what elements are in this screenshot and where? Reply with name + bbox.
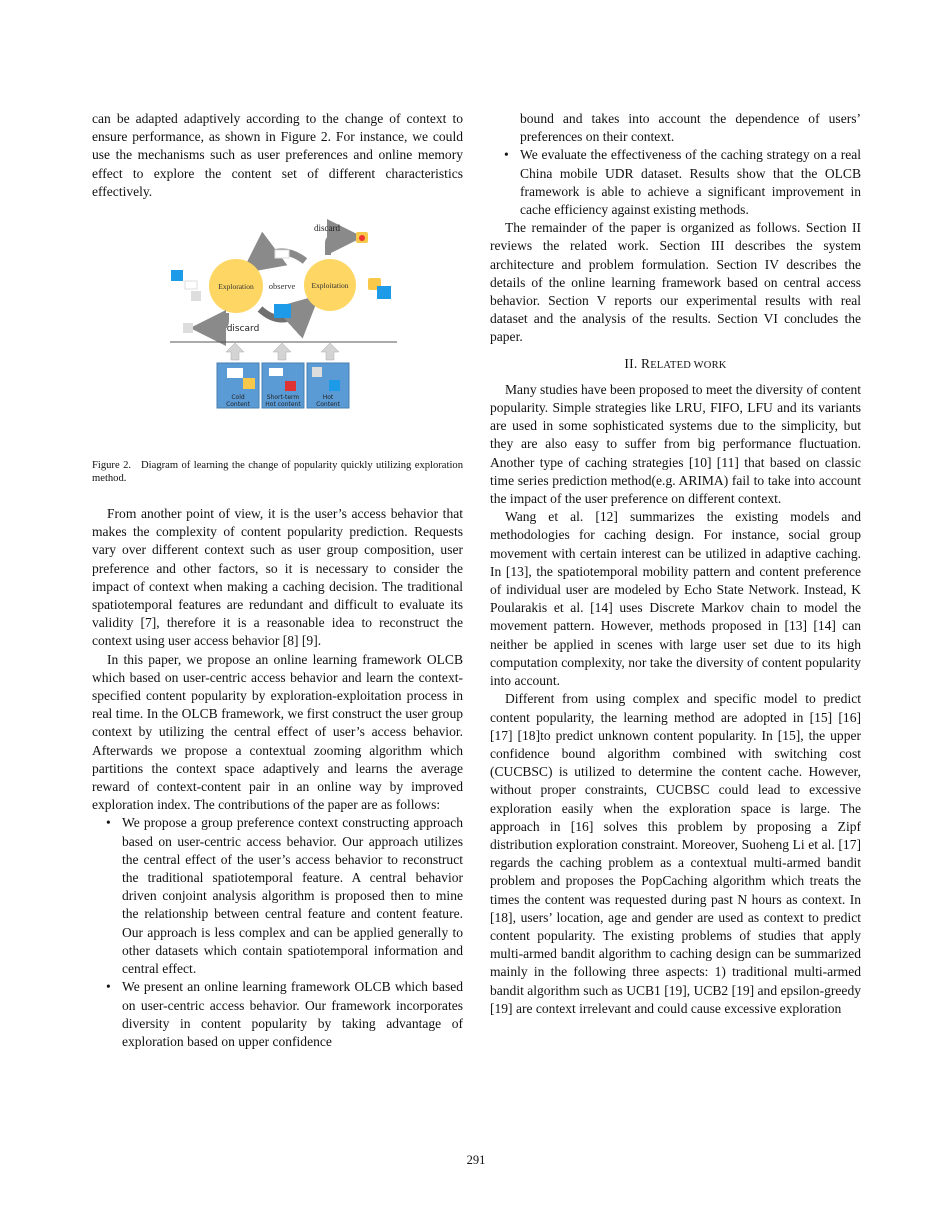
bullet-item-continued xyxy=(490,110,861,146)
cloud-app-icon xyxy=(274,304,291,318)
bullet-icon: • xyxy=(504,147,509,163)
paragraph: Wang et al. [12] summarizes the existing models and methodologies for caching design. For instance, social group movement with certain interest can be utilized in adaptive caching. In [13], the spatiotemporal mobility pattern and content preference of individual user are modeled by Echo State Network. Instead, K Poularakis et al. [14] uses Discrete Markov chain to model the movement pattern. However, methods proposed in [13] [14] can neither be applied in scenes with large user set due to its high computation complexity, nor take the diversity of content popularity into account. xyxy=(490,509,861,689)
caption-label: Figure 2. xyxy=(92,460,132,472)
up-arrow xyxy=(321,343,339,360)
discard-top-label: discard xyxy=(314,223,340,234)
exploration-label: Exploration xyxy=(218,282,254,292)
box-label: Content xyxy=(226,401,250,409)
box-label: Short-term xyxy=(266,394,300,402)
up-arrow xyxy=(273,343,291,360)
paragraph: The remainder of the paper is organized as follows. Section II reviews the related work. Section III describes the system architecture and problem formulation. Section IV describes the details of the online learning framework based on central access behavior. Section V reports our experimental results with real dataset and the analysis of the results. Section VI concludes the paper. xyxy=(490,220,861,345)
right-column xyxy=(490,110,861,1018)
box-label: Cold xyxy=(231,394,245,402)
cloud-app-icon xyxy=(171,270,183,281)
figure-2 xyxy=(92,215,463,451)
paragraph: In this paper, we propose an online learning framework OLCB which based on user-centric access behavior and learn the context-specified content popularity by exploration-exploitation process in real time. In the OLCB framework, we first construct the user group context by utilizing the central effect of user’s access behavior. Afterwards we propose a contextual zooming algorithm which partitions the context space adaptively and learns the average reward of context-content pair in an online way by improved exploration index. The contributions of the paper are as follows: xyxy=(92,651,463,813)
figure-diagram xyxy=(92,215,463,451)
bullet-item xyxy=(92,978,463,1051)
section-title-initial: R xyxy=(640,355,651,371)
section-number: II. xyxy=(624,355,638,371)
bullet-icon: • xyxy=(106,979,111,995)
cloud-app-icon xyxy=(377,286,391,299)
figure-caption xyxy=(92,459,463,485)
left-column xyxy=(92,110,463,1051)
bullet-icon: • xyxy=(106,815,111,831)
paragraph: can be adapted adaptively according to the change of context to ensure performance, as shown in Figure 2. For instance, we could use the mechanisms such as user preferences and online memory effect to explore the content set of different characteristics effectively. xyxy=(92,111,463,199)
discard-bottom-label: discard xyxy=(226,324,260,335)
section-title-rest: ELATED WORK xyxy=(650,359,727,371)
page-number: 291 xyxy=(466,1153,486,1167)
app-icon xyxy=(191,291,201,301)
up-arrow xyxy=(226,343,244,360)
bullet-item xyxy=(92,814,463,978)
caption-text: Diagram of learning the change of popularity quickly utilizing exploration method. xyxy=(92,460,463,485)
bullet-text: We present an online learning framework OLCB which based on user-centric access behavior. Our framework incorporates diversity in content popularity by taking advantage of exploration based on upper confidence xyxy=(122,979,463,1049)
bullet-item xyxy=(490,146,861,219)
paragraph: From another point of view, it is the user’s access behavior that makes the complexity of content popularity prediction. Requests vary over different context such as user group composition, user preference and other factors, so it is necessary to consider the impact of context when making a caching decision. The traditional spatiotemporal features are redundant and difficult to evaluate its validity [7], therefore it is a reasonable idea to reconstruct the context using user access behavior [8] [9]. xyxy=(92,506,463,649)
paragraph: Different from using complex and specific model to predict content popularity, the learning method are adopted in [15] [16] [17] [18]to predict unknown content popularity. In [15], the upper confidence bound algorithm combined with switching cost (CUCBSC) is utilized to determine the content cache. However, without proper constraints, CUCBSC could lead to excessive exploration easily when the exploration space is large. The approach in [16] solves this problem by proposing a Zipf distribution exploration constraint. Moreover, Suoheng Li et al. [17] regards the caching problem as a contextual multi-armed bandit problem and proposes the PopCaching algorithm which treats the times the content was requested during past N hours as context. In [18], users’ location, age and gender are used as context to predict content popularity. The existing problems of studies that apply multi-armed bandit algorithm to caching design can be summarized mainly in the following three aspects: 1) traditional multi-armed bandit algorithm such as UCB1 [19], UCB2 [19] and epsilon-greedy [19] are context irrelevant and could cause excessive exploration xyxy=(490,691,861,1016)
exploitation-label: Exploitation xyxy=(311,281,349,291)
observe-label: observe xyxy=(268,281,296,292)
discard-bottom-arrow xyxy=(208,313,226,328)
bullet-text: bound and takes into account the dependence of users’ preferences on their context. xyxy=(520,111,861,145)
youku-icon xyxy=(275,250,289,258)
discard-top-arrow xyxy=(328,237,345,255)
box-label: Hot content xyxy=(265,401,301,409)
app-icon xyxy=(183,323,193,333)
box-label: Content xyxy=(316,401,340,409)
paragraph: Many studies have been proposed to meet the diversity of content popularity. Simple strategies like LRU, FIFO, LFU and its variants are used in some sophisticated systems due to the simplicity, but they are also easy to suffer from big performance fluctuation. Another type of caching strategies [10] [11] that based on classic time series prediction method(e.g. ARIMA) fail to take into account the impact of the user preference on different context. xyxy=(490,381,861,507)
box-label: Hot xyxy=(322,394,334,402)
bullet-text: We evaluate the effectiveness of the caching strategy on a real China mobile UDR dataset. Results show that the OLCB framework is able to achieve a significant improvement in cache efficiency against existing methods. xyxy=(520,147,861,218)
section-heading xyxy=(490,355,861,375)
bullet-text: We propose a group preference context constructing approach based on user-centric access behavior. Our approach utilizes the central effect of the user’s access behavior to reconstruct the traditional spatiotemporal feature. A central behavior driven conjoint analysis algorithm is proposed then to mine the relationship between central feature and content feature. Our approach is less complex and can be applied generally to other datasets which contain spatiotemporal information and central effect. xyxy=(122,815,463,977)
youku-icon xyxy=(185,281,197,289)
